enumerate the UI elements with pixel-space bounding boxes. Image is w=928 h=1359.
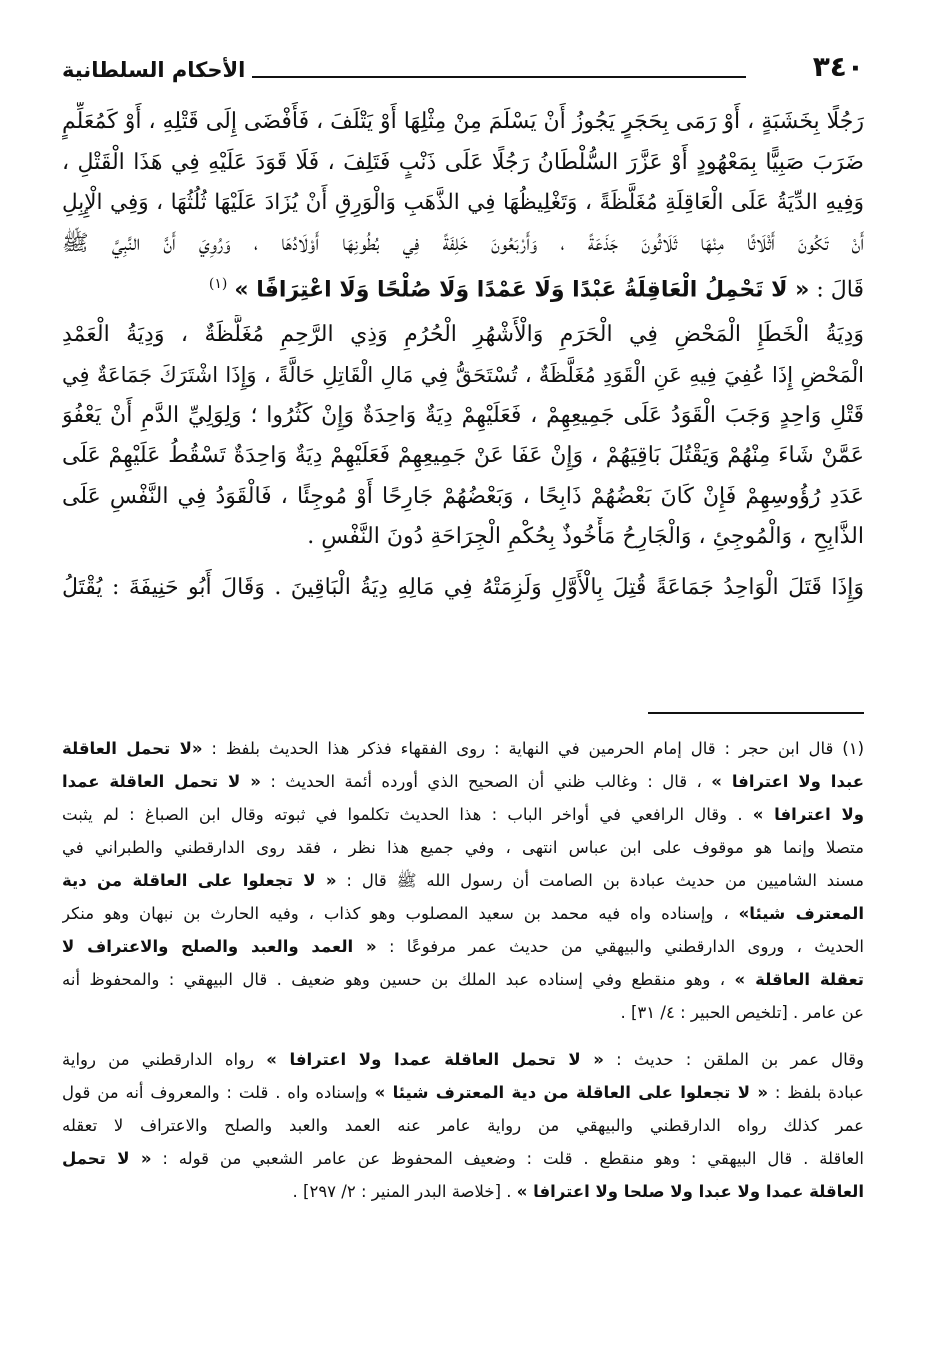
hadith-intro: قَالَ : (809, 277, 864, 303)
text-line: الْمَحْضِ إِذَا عُفِيَ فِيهِ عَنِ الْقَوَدِ مُغَلَّظَةٌ ، تُسْتَحَقُّ فِي مَالِ الْقَاتِلِ حَالَّةً ، وَإِذَا اشْتَرَكَ جَمَاعَةٌ فِي (62, 363, 864, 387)
footnote-text: رواه الدارقطني من رواية (62, 1050, 267, 1069)
footnote-line (62, 930, 864, 963)
footnote-text: (١) قال ابن حجر : قال إمام الحرمين في النهاية : روى الفقهاء فذكر هذا الحديث بلفظ : (202, 739, 864, 758)
running-header (62, 50, 864, 92)
text-line: وَإِذَا قَتَلَ الْوَاحِدُ جَمَاعَةً قُتِلَ بِالْأَوَّلِ وَلَزِمَتْهُ فِي مَالِهِ دِيَةُ الْبَاقِينَ . وَقَالَ أَبُو حَنِيفَةَ : يُقْتَلُ (62, 574, 864, 600)
footnote-line (62, 732, 864, 765)
footnote-text: ، وهو منقطع وفي إسناده عبد الملك بن حسين وهو ضعيف . قال البيهقي : والمحفوظ أنه (62, 970, 735, 989)
footnote-line (62, 963, 864, 996)
text-line: رَجُلًا بِخَشَبَةٍ ، أَوْ رَمَى بِحَجَرٍ يَجُوزُ أَنْ يَسْلَمَ مِنْ مِثْلِهَا أَوْ يَتْلَفَ ، فَأَفْضَى إِلَى قَتْلِهِ ، أَوْ كَمُعَلِّمٍ (62, 109, 864, 134)
footnote-quote: « لا تحمل العاقلة عمدا ولا اعترافا » (266, 1050, 604, 1069)
footnote-line (62, 1175, 864, 1208)
footnote-quote: العاقلة عمدا ولا عبدا ولا صلحا ولا اعترافا » (516, 1182, 864, 1201)
footnote-ref: (١) (208, 276, 228, 292)
text-line: ضَرَبَ صَبِيًّا بِمَعْهُودٍ أَوْ عَزَّرَ السُّلْطَانُ رَجُلًا عَلَى ذَنْبٍ فَتَلِفَ ، فَلَا قَوَدَ عَلَيْهِ فِي هَذَا الْقَتْلِ ، (62, 149, 864, 175)
footnote-line (62, 1076, 864, 1109)
footnote-text: وقال عمر بن الملقن : حديث : (603, 1050, 864, 1069)
footnote-line (62, 765, 864, 798)
footnote-line: متصلا وإنما هو موقوف على ابن عباس انتهى ، وفي جميع هذا نظر ، فقد روى الدارقطني والطبراني في (62, 838, 864, 857)
footnote-text: الحديث ، وروى الدارقطني والبيهقي من حديث عمر مرفوعًا : (376, 937, 864, 956)
hadith-text: « لَا تَحْمِلُ الْعَاقِلَةُ عَبْدًا وَلَا عَمْدًا وَلَا صُلْحًا وَلَا اعْتِرَافًا » (234, 277, 810, 303)
footnotes (62, 732, 864, 1208)
footnote-text: ، وإسناده واه فيه محمد بن سعيد المصلوب وهو كذاب ، وفيه الحارث بن نبهان وهو منكر (62, 904, 739, 923)
footnote-text: عبادة بلفظ : (768, 1083, 864, 1102)
footnote-quote: « لا تحمل (62, 1149, 152, 1168)
text-line: قَتْلِ وَاحِدٍ وَجَبَ الْقَوَدُ عَلَى جَمِيعِهِمْ ، فَعَلَيْهِمْ دِيَةٌ وَاحِدَةٌ وَإِنْ كَثُرُوا ؛ وَلِوَلِيِّ الدَّمِ أَنْ يَعْفُوَ (62, 402, 864, 428)
footnote-quote: تعقلة العاقلة » (734, 970, 864, 989)
hadith-line (62, 264, 864, 305)
footnote-quote: « لا تجعلوا على العاقلة من دية المعترف شيئا » (374, 1083, 769, 1102)
footnote-divider (648, 712, 864, 714)
footnote-line (62, 864, 864, 897)
text-line: وَفِيهِ الدِّيَةُ عَلَى الْعَاقِلَةِ مُغَلَّظَةً ، وَتَغْلِيظُهَا فِي الذَّهَبِ وَالْوَرِقِ أَنْ يُزَادَ عَلَيْهَا ثُلُثُهَا ، وَفِي الْإِبِلِ (62, 190, 864, 215)
footnote-line (62, 1043, 864, 1076)
footnote-gap (62, 1029, 864, 1043)
main-text (62, 102, 864, 608)
footnote-line: عمر كذلك رواه الدارقطني والبيهقي من رواية عامر عنه العمد والعبد والصلح والاعتراف لا تعقله (62, 1116, 864, 1135)
footnote-text: العاقلة . قال البيهقي : وهو منقطع . قلت : وضعيف المحفوظ عن عامر الشعبي من قوله : (151, 1149, 864, 1168)
footnote-text: وإسناده واه . قلت : والمعروف أنه من قول (62, 1083, 375, 1102)
book-title: الأحكام السلطانية (62, 58, 246, 82)
footnote-text: مسند الشاميين من حديث عبادة بن الصامت أن رسول الله ﷺ قال : (336, 871, 864, 890)
text-line: عَدَدِ رُؤُوسِهِمْ فَإِنْ كَانَ بَعْضُهُمْ ذَابِحًا ، وَبَعْضُهُمْ جَارِحًا أَوْ مُوجِئًا ، فَالْقَوَدُ فِي النَّفْسِ عَلَى (62, 483, 864, 509)
footnote-line (62, 798, 864, 831)
footnote-quote: «لا تحمل العاقلة (62, 739, 203, 758)
paragraph-gap (62, 305, 864, 315)
footnote-quote: ولا اعترافا » (752, 805, 864, 824)
text-line: وَدِيَةُ الْخَطَإِ الْمَحْضِ فِي الْحَرَمِ وَالْأَشْهُرِ الْحُرُمِ وَذِي الرَّحِمِ مُغَلَّظَةٌ ، وَدِيَةُ الْعَمْدِ (62, 321, 864, 347)
header-rule (252, 76, 746, 78)
page-number: ٣٤٠ (812, 50, 864, 83)
text-line: أَنْ تَكُونَ أَثْلَاثًا مِنْهَا ثَلَاثُونَ جَذَعَةً ، وَأَرْبَعُونَ خَلِفَةً فِي بُطُونِهَا أَوْلَادُهَا ، وَرُوِيَ أَنَّ النَّبِيَّ ﷺ (62, 230, 864, 256)
footnote-quote: عبدا ولا اعترافا » (711, 772, 864, 791)
footnote-line (62, 897, 864, 930)
footnote-text: ، قال : وغالب ظني أن الصحيح الذي أورده أئمة الحديث : (260, 772, 712, 791)
text-line: الذَّابِحِ ، وَالْمُوجِئِ ، وَالْجَارِحُ مَأْخُوذٌ بِحُكْمِ الْجِرَاحَةِ دُونَ النَّفْسِ . (307, 524, 864, 549)
paragraph-gap (62, 558, 864, 568)
text-line: عَمَّنْ شَاءَ مِنْهُمْ وَيَقْتُلَ بَاقِيَهُمْ ، وَإِنْ عَفَا عَنْ جَمِيعِهِمْ فَعَلَيْهِمْ دِيَةٌ وَاحِدَةٌ تَسْقُطُ عَلَيْهِمْ عَلَى (62, 443, 864, 468)
footnote-text: . [خلاصة البدر المنير : ٢/ ٢٩٧] . (292, 1182, 517, 1201)
footnote-quote: « لا تحمل العاقلة عمدا (62, 772, 261, 791)
footnote-quote: « لا تجعلوا على العاقلة من دية (62, 871, 337, 890)
footnote-quote: المعترف شيئا» (738, 904, 864, 923)
footnote-line (62, 1142, 864, 1175)
footnote-line: عن عامر . [تلخيص الحبير : ٤/ ٣١] . (620, 1003, 864, 1022)
footnote-quote: « العمد والعبد والصلح والاعتراف لا (62, 937, 377, 956)
footnote-text: . وقال الرافعي في أواخر الباب : هذا الحديث تكلموا في ثبوته وقال ابن الصباغ : لم يثبت (62, 805, 753, 824)
